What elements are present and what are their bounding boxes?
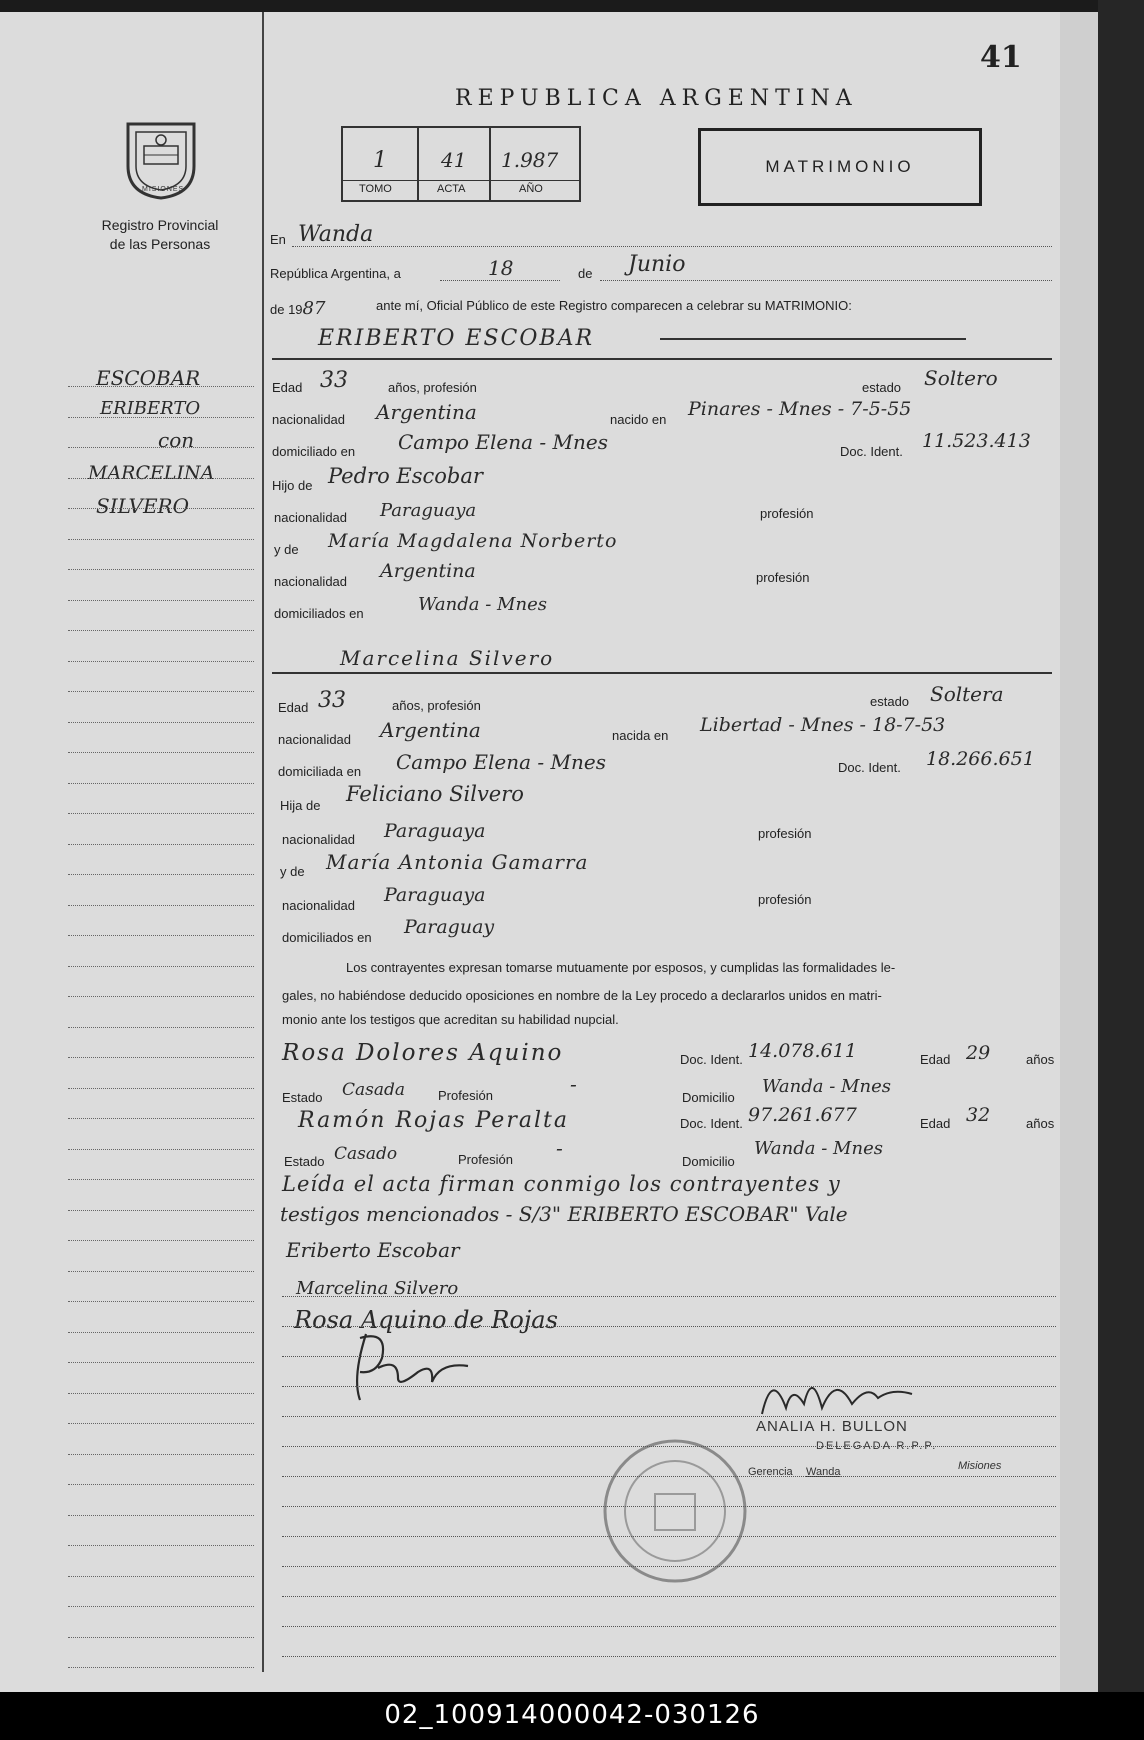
witness-2-prof-label: Profesión [458,1152,513,1167]
bride-doc-label: Doc. Ident. [838,760,901,775]
tomo-label: TOMO [359,183,392,195]
bride-doc: 18.266.651 [926,748,1035,770]
groom-doms-label: domiciliados en [274,606,364,621]
intro-sentence: ante mí, Oficial Público de este Registro comparecen a celebrar su MATRIMONIO: [376,298,852,313]
body-rule-line [282,1506,1056,1507]
groom-estado-label: estado [862,380,902,395]
margin-rule-line [68,1576,254,1577]
margin-rule-line [68,874,254,875]
bride-estado-label: estado [870,694,910,709]
bride-age: 33 [318,688,346,713]
year-prefix: de 19 [270,302,303,317]
margin-rule-line [68,569,254,570]
margin-rule-line [68,661,254,662]
witness-1-doc: 14.078.611 [748,1040,857,1062]
bride-yde-label: y de [280,864,305,879]
witness-2-name: Ramón Rojas Peralta [298,1108,569,1133]
body-rule-line [282,1326,1056,1327]
margin-rule-line [68,1332,254,1333]
ano-value: 1.987 [501,148,559,172]
body-rule-line [282,1416,1056,1417]
margin-rule-line [68,752,254,753]
witness-2-dom-label: Domicilio [682,1154,735,1169]
witness-2-doc-label: Doc. Ident. [680,1116,743,1131]
registry-name [60,216,260,254]
margin-rule-line [68,386,254,387]
groom-dom-label: domiciliado en [272,444,356,459]
margin-note-5: SILVERO [96,494,190,518]
body-rule-line [282,1446,1056,1447]
margin-rule-line [68,1545,254,1546]
body-rule-line [282,1566,1056,1567]
witness-1-prof: - [570,1072,577,1096]
margin-rule-line [68,539,254,540]
witness-2-edad-label: Edad [920,1116,951,1131]
body-rule-line [282,1296,1056,1297]
intro-day: 18 [488,256,514,280]
legal-line-1: Los contrayentes expresan tomarse mutuamente por esposos, y cumplidas las formalidades le- [346,960,896,975]
margin-rule-line [68,813,254,814]
year-suffix: 87 [302,298,326,319]
book-spine [1098,0,1144,1740]
margin-rule-line [68,1179,254,1180]
margin-rule-line [68,1149,254,1150]
witness-2-anos-label: años [1026,1116,1055,1131]
groom-nationality: Argentina [376,400,477,424]
seal-text: MISIONES [142,186,185,193]
margin-rule-line [68,1057,254,1058]
bride-father: Feliciano Silvero [346,782,524,806]
page-edge [1060,12,1098,1692]
groom-anos-label: años, profesión [388,380,477,395]
witness-1-prof-label: Profesión [438,1088,493,1103]
witness-2-dom: Wanda - Mnes [754,1138,883,1159]
margin-rule-line [68,722,254,723]
margin-note-3: con [158,428,195,452]
official-role: DELEGADA R.P.P. [816,1440,938,1452]
witness-2-age: 32 [966,1104,991,1126]
margin-note-1: ESCOBAR [96,366,201,390]
act-type-label: MATRIMONIO [765,157,915,176]
legal-line-2: gales, no habiéndose deducido oposiciones en nombre de la Ley procedo a declararlos unidos en matri- [282,988,882,1003]
groom-doc: 11.523.413 [922,430,1031,452]
closing-line-2: testigos mencionados - S/3" ERIBERTO ESCOBAR" Vale [280,1202,848,1226]
groom-mother-nat-label: nacionalidad [274,574,348,589]
groom-mother: María Magdalena Norberto [328,530,618,552]
groom-father-nat-label: nacionalidad [274,510,348,525]
intro-month: Junio [628,252,686,277]
registry-box [341,126,581,202]
groom-father-nat: Paraguaya [380,500,477,521]
official-province: Misiones [958,1460,1002,1472]
margin-rule-line [68,447,254,448]
bride-domicile: Campo Elena - Mnes [396,750,606,774]
official-name: ANALIA H. BULLON [756,1418,908,1435]
official-office: Wanda [806,1466,841,1478]
signature-witness: Rosa Aquino de Rojas [294,1306,558,1334]
witness-2-doc: 97.261.677 [748,1104,857,1126]
groom-nac-label: nacionalidad [272,412,346,427]
margin-rule-line [68,691,254,692]
intro-place: Wanda [298,222,374,247]
tomo-value: 1 [373,148,387,173]
witness-1-estado-label: Estado [282,1090,323,1105]
groom-hijo-label: Hijo de [272,478,313,493]
ano-label: AÑO [519,183,543,195]
groom-yde-label: y de [274,542,299,557]
act-type-box [698,128,982,206]
margin-rule-line [68,844,254,845]
acta-value: 41 [441,148,467,172]
witness-2-estado-label: Estado [284,1154,325,1169]
witness-1-age: 29 [966,1042,991,1064]
margin-rule-line [68,1423,254,1424]
margin-rule-line [68,1027,254,1028]
body-rule-line [282,1536,1056,1537]
bride-nac-label: nacionalidad [278,732,352,747]
bride-nationality: Argentina [380,718,481,742]
margin-note-2: ERIBERTO [100,398,201,419]
witness-1-dom: Wanda - Mnes [762,1076,891,1097]
signature-witness-2-icon [348,1328,488,1413]
margin-rule-line [68,935,254,936]
signature-groom: Eriberto Escobar [286,1238,460,1262]
body-rule-line [282,1476,1056,1477]
bride-anos-label: años, profesión [392,698,481,713]
body-rule-line [282,1386,1056,1387]
groom-parents-domicile: Wanda - Mnes [418,594,547,615]
witness-1-edad-label: Edad [920,1052,951,1067]
groom-nacido-label: nacido en [610,412,667,427]
bride-father-prof-label: profesión [758,826,812,841]
witness-1-anos-label: años [1026,1052,1055,1067]
intro-year-prefix [270,298,325,319]
body-rule-line [282,1356,1056,1357]
bride-estado: Soltera [930,682,1004,706]
bride-hija-label: Hija de [280,798,321,813]
witness-1-name: Rosa Dolores Aquino [282,1040,564,1066]
intro-republic-label: República Argentina, a [270,266,401,281]
bride-parents-domicile: Paraguay [404,916,495,938]
witness-1-doc-label: Doc. Ident. [680,1052,743,1067]
margin-rule-line [68,1637,254,1638]
witness-1-dom-label: Domicilio [682,1090,735,1105]
margin-rule-line [68,1362,254,1363]
country-title: REPUBLICA ARGENTINA [455,86,858,111]
groom-age: 33 [320,368,348,393]
margin-rule-line [68,1393,254,1394]
witness-2-estado: Casado [334,1144,398,1164]
witness-1-estado: Casada [342,1080,406,1100]
intro-en-label: En [270,232,286,247]
groom-birth: Pinares - Mnes - 7-5-55 [688,398,912,420]
margin-rule-line [68,1210,254,1211]
margin-rule-line [68,417,254,418]
bride-doms-label: domiciliados en [282,930,372,945]
margin-rule-line [68,478,254,479]
folio-number: 41 [980,40,1022,75]
margin-rule-line [68,1240,254,1241]
groom-edad-label: Edad [272,380,303,395]
closing-line-1: Leída el acta firman conmigo los contrayentes y [282,1172,841,1196]
groom-estado: Soltero [924,366,998,390]
margin-note-4: MARCELINA [88,462,215,484]
groom-name: ERIBERTO ESCOBAR [318,326,595,351]
bride-edad-label: Edad [278,700,309,715]
margin-rule-line [68,996,254,997]
bride-nacida-label: nacida en [612,728,669,743]
bride-mother-prof-label: profesión [758,892,812,907]
bride-mother-nat: Paraguaya [384,884,486,906]
acta-label: ACTA [437,183,466,195]
bride-dom-label: domiciliada en [278,764,362,779]
margin-rule-line [68,966,254,967]
margin-rule [262,12,264,1672]
official-office-label: Gerencia [748,1466,793,1478]
groom-father-prof-label: profesión [760,506,814,521]
body-rule-line [282,1656,1056,1657]
margin-rule-line [68,1271,254,1272]
margin-rule-line [68,1301,254,1302]
margin-rule-line [68,1667,254,1668]
margin-rule-line [68,1484,254,1485]
registry-line-1: Registro Provincial [101,217,219,233]
margin-rule-line [68,600,254,601]
bride-father-nat-label: nacionalidad [282,832,356,847]
margin-rule-line [68,1515,254,1516]
groom-doc-label: Doc. Ident. [840,444,903,459]
bride-mother-nat-label: nacionalidad [282,898,356,913]
intro-de-label: de [578,266,593,281]
legal-line-3: monio ante los testigos que acreditan su habilidad nupcial. [282,1012,619,1027]
bride-birth: Libertad - Mnes - 18-7-53 [700,714,946,736]
registry-line-2: de las Personas [109,236,211,252]
body-rule-line [282,1626,1056,1627]
margin-rule-line [68,630,254,631]
margin-rule-line [68,1088,254,1089]
image-caption: 02_100914000042-030126 [0,1692,1144,1740]
body-rule-line [282,1596,1056,1597]
groom-mother-nat: Argentina [380,560,476,582]
groom-father: Pedro Escobar [328,464,483,488]
bride-mother: María Antonia Gamarra [326,850,589,874]
groom-domicile: Campo Elena - Mnes [398,430,608,454]
margin-rule-line [68,783,254,784]
bride-father-nat: Paraguaya [384,820,486,842]
margin-rule-line [68,1606,254,1607]
witness-2-prof: - [556,1136,563,1160]
official-stamp-icon [600,1436,750,1591]
margin-rule-line [68,508,254,509]
margin-rule-line [68,1454,254,1455]
bride-name: Marcelina Silvero [340,646,555,670]
groom-mother-prof-label: profesión [756,570,810,585]
margin-rule-line [68,905,254,906]
margin-rule-line [68,1118,254,1119]
signature-bride: Marcelina Silvero [296,1278,459,1299]
